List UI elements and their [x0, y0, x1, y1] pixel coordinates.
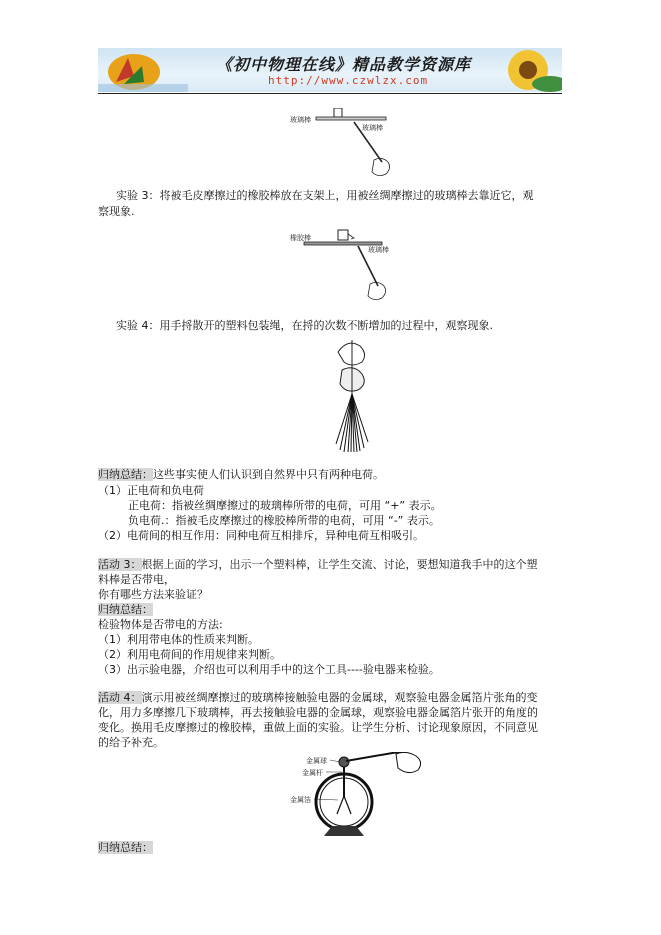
activity4-line1: [98, 690, 538, 705]
fig4-label-ball: 金属球: [306, 757, 327, 765]
fig2-label-right: 玻璃棒: [368, 246, 389, 254]
header-banner: [98, 48, 562, 92]
summary1-line: [98, 467, 384, 482]
activity4-line4: 的给予补充。: [98, 736, 164, 749]
experiment3-line2: 察现象.: [98, 205, 135, 218]
header-divider: [98, 93, 562, 94]
fig1-label-right: 玻璃棒: [362, 124, 383, 132]
summary2-label-line: [98, 602, 153, 617]
summary1-text: 这些事实使人们认识到自然界中只有两种电荷。: [153, 468, 384, 481]
metal-foil-icon: [337, 796, 351, 814]
frayed-strings-icon: [336, 394, 368, 452]
leader-line-ball: [330, 760, 340, 762]
summary2-label: 归纳总结：: [98, 603, 153, 616]
fig4-label-rod: 金属杆: [302, 769, 323, 777]
activity4-label: 活动 4：: [98, 691, 142, 704]
experiment3-line1: 实验 3：将被毛皮摩擦过的橡胶棒放在支架上，用被丝绸摩擦过的玻璃棒去靠近它，观: [116, 189, 534, 202]
fig1-label-left: 玻璃棒: [290, 116, 311, 124]
summary1-negative: 负电荷.：指被毛皮摩擦过的橡胶棒所带的电荷，可用 “-” 表示。: [128, 514, 440, 527]
summary2-item1: （1）利用带电体的性质来判断。: [98, 633, 259, 646]
summary1-item1: （1）正电荷和负电荷: [98, 484, 204, 497]
suspended-rod-icon: [316, 117, 386, 120]
experiment4-line1: 实验 4：用手捋散开的塑料包装绳，在捋的次数不断增加的过程中，观察现象.: [116, 319, 493, 332]
activity4-line3: 变化。换用毛皮摩擦过的橡胶棒，重做上面的实验。让学生分析、讨论现象原因，不同意见: [98, 721, 538, 734]
summary1-item2: （2）电荷间的相互作用：同种电荷互相排斥，异种电荷互相吸引。: [98, 529, 424, 542]
summary2-item2: （2）利用电荷间的作用规律来判断。: [98, 648, 281, 661]
activity4-text: 演示用被丝绸摩擦过的玻璃棒接触验电器的金属球，观察验电器金属箔片张角的变: [141, 691, 538, 704]
stand-icon: [334, 108, 342, 117]
fig4-label-foil: 金属箔: [290, 796, 311, 804]
figure-electroscope: [284, 752, 434, 840]
glass-rod-icon: [346, 752, 404, 761]
activity3-label: 活动 3：: [98, 558, 142, 571]
activity3-text: 根据上面的学习，出示一个塑料棒，让学生交流、讨论，要想知道我手中的这个塑: [141, 558, 538, 571]
summary3-label: 归纳总结：: [98, 841, 153, 854]
figure-glass-rods: [286, 108, 402, 178]
activity4-line2: 化，用力多摩擦几下玻璃棒，再去接触验电器的金属球，观察验电器金属箔片张开的角度的: [98, 706, 538, 719]
summary2-line1: 检验物体是否带电的方法:: [98, 618, 223, 631]
figure-plastic-strings: [318, 336, 382, 454]
summary1-label: 归纳总结：: [98, 468, 153, 481]
upper-hand-icon: [338, 343, 365, 365]
banner-url: http://www.czwlzx.com: [268, 74, 429, 87]
stand-icon: [338, 230, 348, 240]
summary1-positive: 正电荷：指被丝绸摩擦过的玻璃棒所带的电荷，可用 “+” 表示。: [128, 499, 442, 512]
activity3-line1: [98, 557, 538, 572]
metal-ball-icon: [339, 757, 349, 767]
activity3-line2: 料棒是否带电，: [98, 573, 175, 586]
summary3-line: [98, 840, 153, 855]
fig2-label-left: 橡胶棒: [290, 234, 311, 242]
figure-rubber-glass-rods: [286, 228, 402, 304]
banner-title: 《初中物理在线》精品教学资源库: [216, 55, 472, 74]
hand-icon: [396, 752, 421, 772]
activity3-line3: 你有哪些方法来验证？: [98, 588, 208, 601]
rubber-rod-icon: [304, 242, 382, 245]
summary2-item3: （3）出示验电器，介绍也可以利用手中的这个工具----验电器来检验。: [98, 663, 440, 676]
arrow-icon: [348, 234, 354, 239]
